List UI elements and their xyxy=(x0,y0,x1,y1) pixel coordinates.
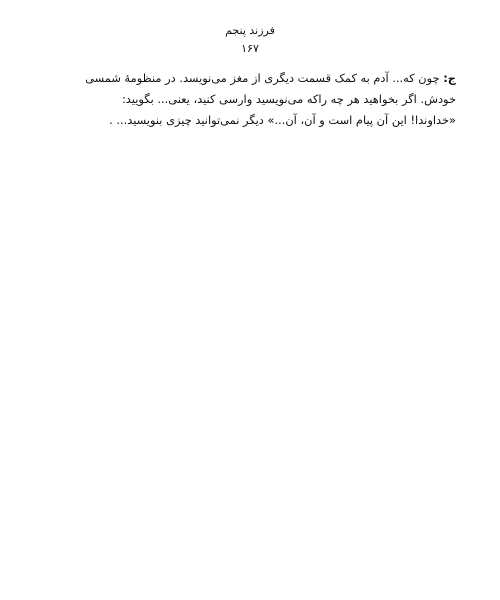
answer-marker: ج: xyxy=(443,71,456,85)
page-header xyxy=(0,24,500,56)
paragraph-line-3: «خداوندا! این آن پیام است و آن، آن...» دیگر نمی‌توانید چیزی بنویسید... . xyxy=(109,113,456,127)
paragraph-line-2: خودش. اگر بخواهید هر چه راکه می‌نویسید وارسی کنید، یعنی... بگویید: xyxy=(121,92,456,106)
page-number: ۱۶۷ xyxy=(241,42,259,55)
paragraph-line-1 xyxy=(36,68,456,89)
body-paragraph xyxy=(36,68,456,131)
line-text-1: چون که... آدم به کمک قسمت دیگری از مغز می‌نویسد. در منظومهٔ شمسی xyxy=(85,71,440,85)
chapter-title: فرزند پنجم xyxy=(225,24,275,37)
